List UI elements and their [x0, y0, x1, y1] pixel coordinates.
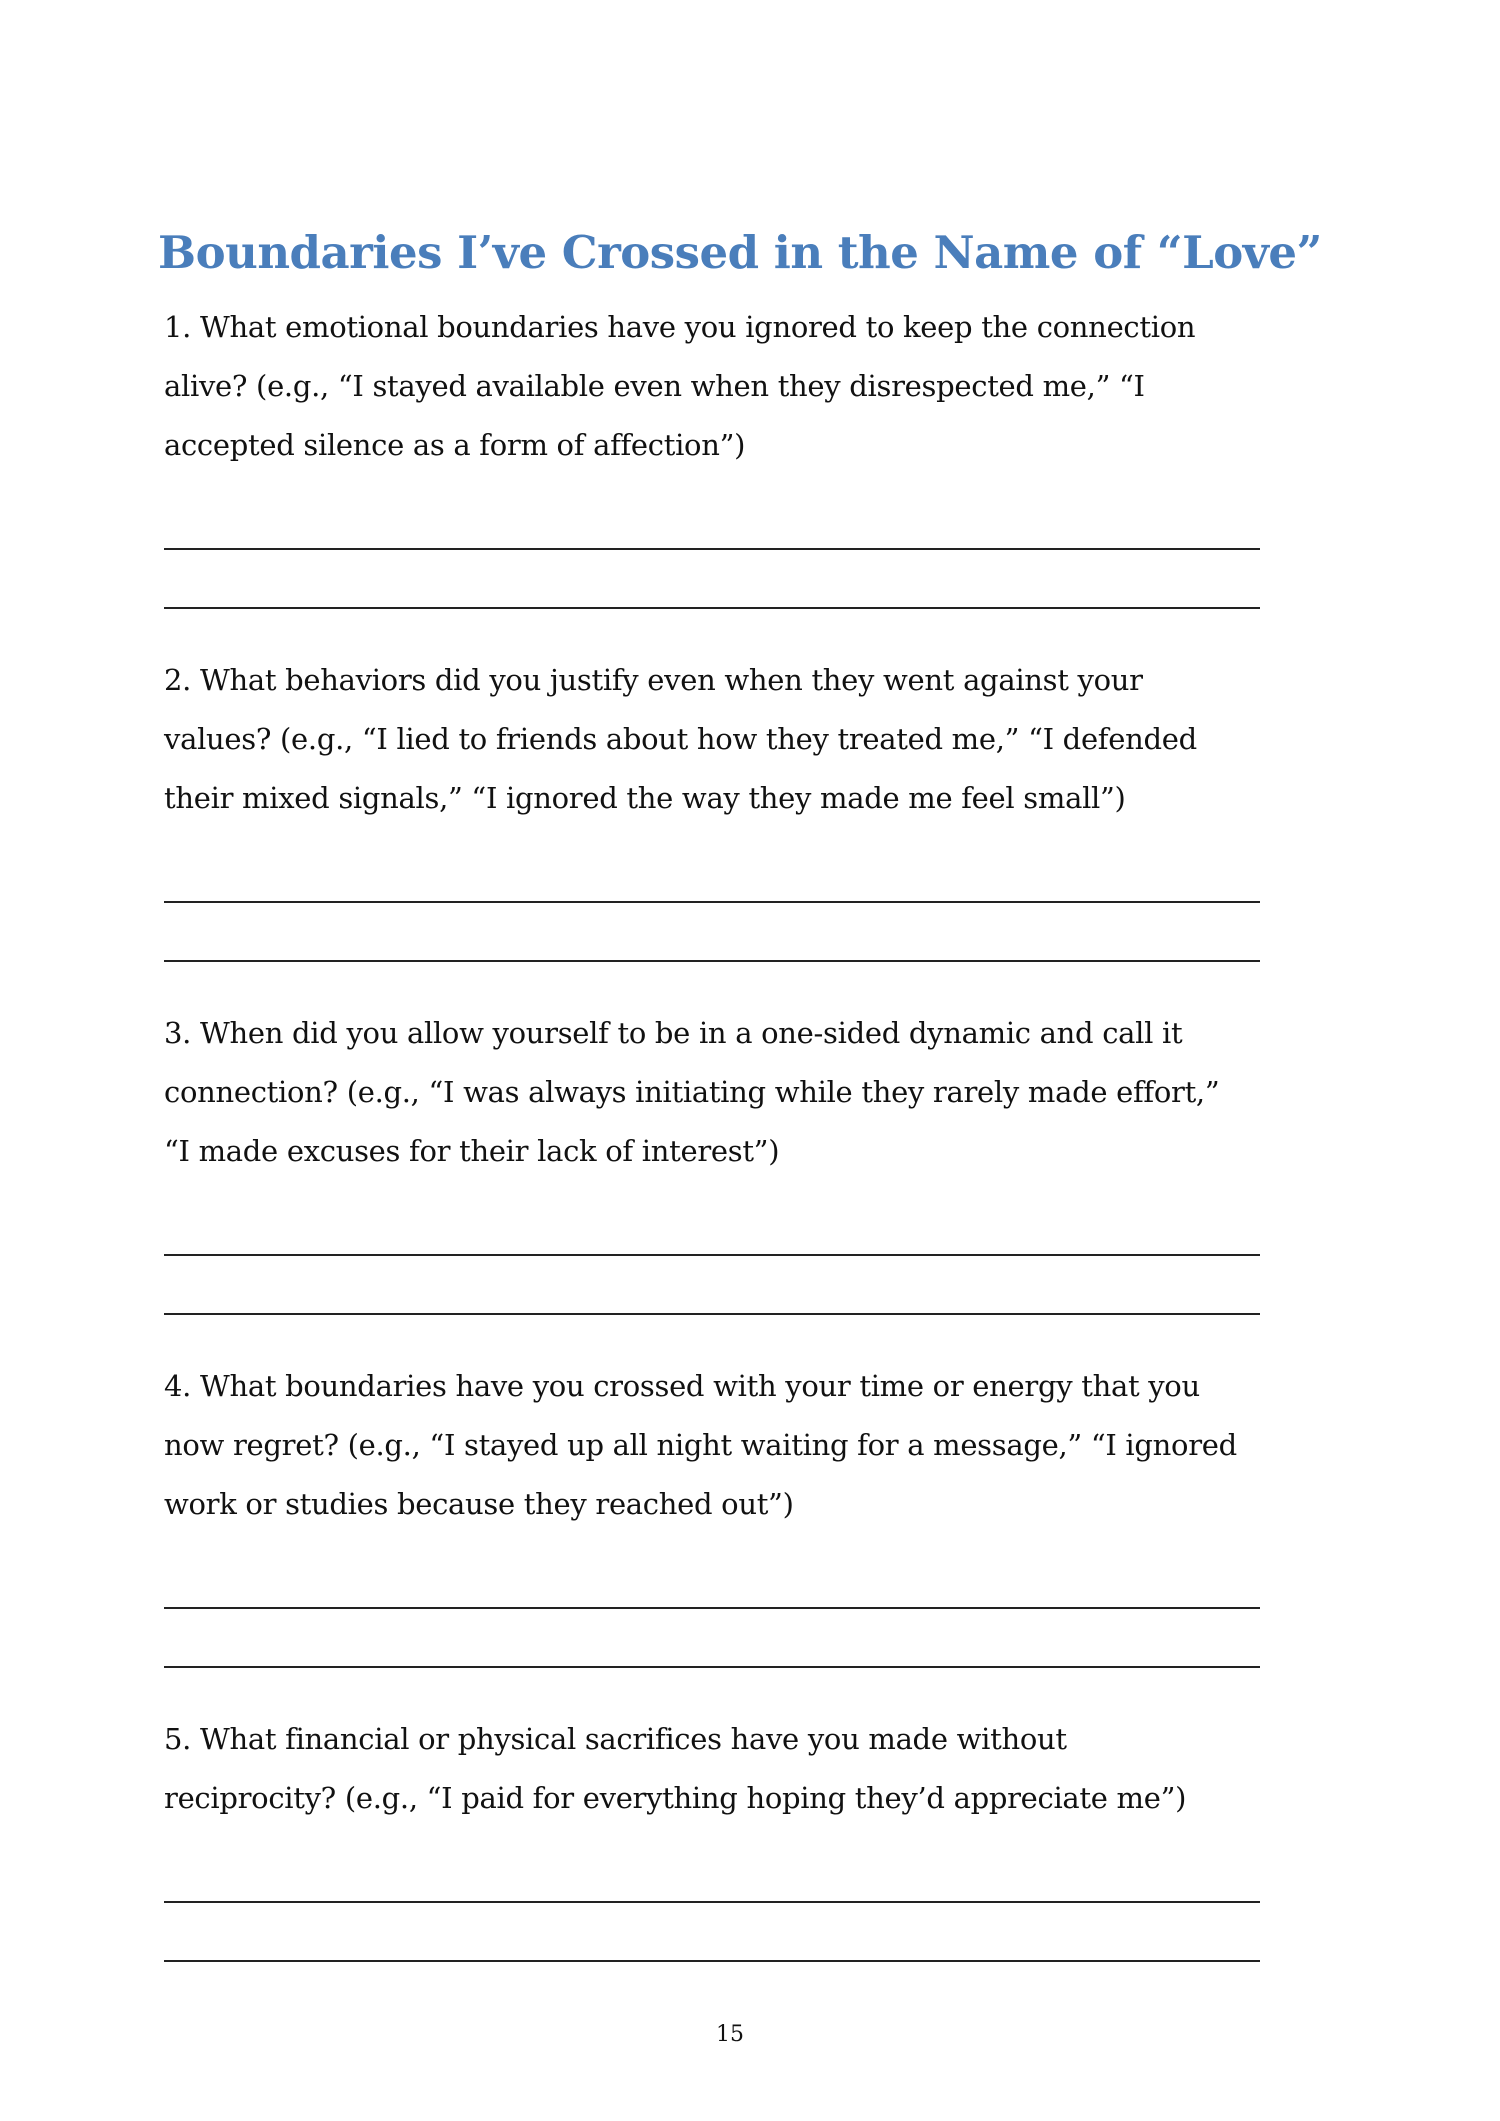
page-number: 15	[716, 2022, 744, 2047]
question-text: now regret? (e.g., “I stayed up all night waiting for a message,” “I ignored	[164, 1428, 1237, 1462]
question-text: work or studies because they reached out”)	[164, 1487, 794, 1521]
question-text: their mixed signals,” “I ignored the way they made me feel small”)	[164, 781, 1126, 815]
question-text: alive? (e.g., “I stayed available even when they disrespected me,” “I	[164, 369, 1145, 403]
question-5	[164, 1710, 1264, 1828]
answer-line[interactable]	[164, 901, 1260, 903]
page-title: Boundaries I’ve Crossed in the Name of “Love”	[158, 226, 1322, 280]
question-text: 4. What boundaries have you crossed with your time or energy that you	[164, 1369, 1200, 1403]
question-text: “I made excuses for their lack of interest”)	[164, 1134, 780, 1168]
answer-line[interactable]	[164, 1901, 1260, 1903]
question-text: connection? (e.g., “I was always initiating while they rarely made effort,”	[164, 1075, 1220, 1109]
question-text: reciprocity? (e.g., “I paid for everything hoping they’d appreciate me”)	[164, 1781, 1187, 1815]
question-text: 5. What financial or physical sacrifices have you made without	[164, 1722, 1067, 1756]
question-2	[164, 651, 1264, 828]
answer-line[interactable]	[164, 548, 1260, 550]
question-text: accepted silence as a form of affection”)	[164, 428, 746, 462]
question-4	[164, 1357, 1264, 1534]
answer-line[interactable]	[164, 960, 1260, 962]
question-1	[164, 298, 1264, 475]
question-text: 2. What behaviors did you justify even when they went against your	[164, 663, 1143, 697]
question-text: values? (e.g., “I lied to friends about how they treated me,” “I defended	[164, 722, 1197, 756]
question-3	[164, 1004, 1264, 1181]
answer-line[interactable]	[164, 1313, 1260, 1315]
answer-line[interactable]	[164, 1607, 1260, 1609]
answer-line[interactable]	[164, 1254, 1260, 1256]
question-text: 1. What emotional boundaries have you ignored to keep the connection	[164, 310, 1196, 344]
answer-line[interactable]	[164, 1666, 1260, 1668]
answer-line[interactable]	[164, 607, 1260, 609]
answer-line[interactable]	[164, 1960, 1260, 1962]
question-text: 3. When did you allow yourself to be in a one-sided dynamic and call it	[164, 1016, 1183, 1050]
